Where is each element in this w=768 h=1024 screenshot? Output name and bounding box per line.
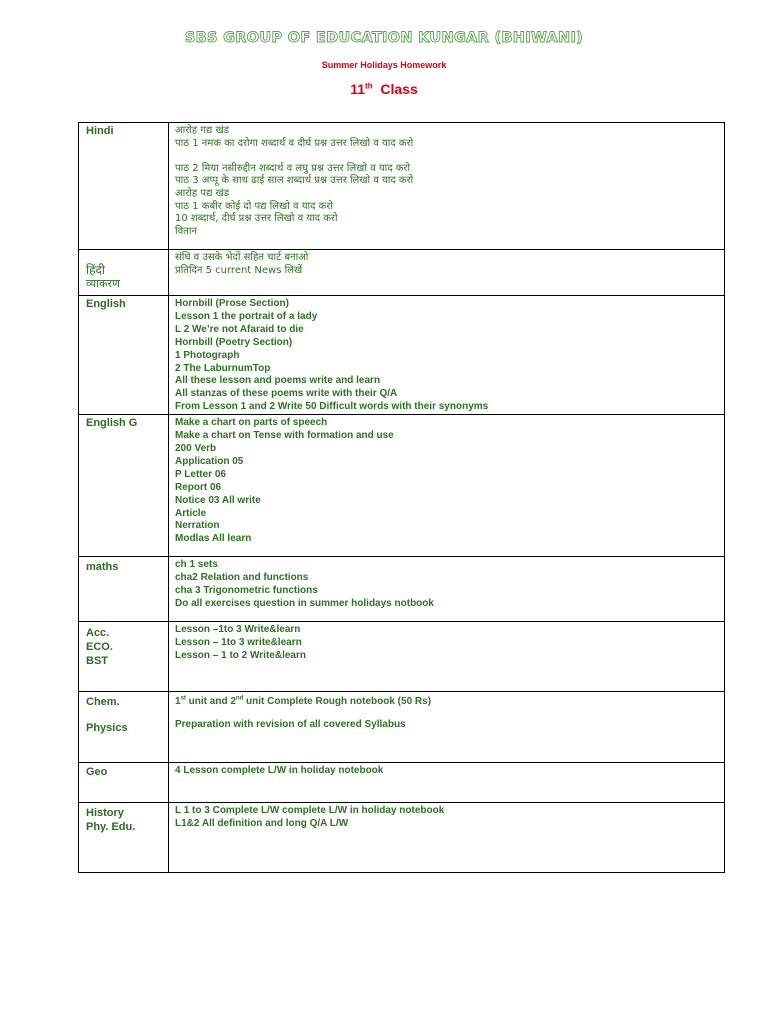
content-cell (169, 250, 725, 296)
list-item: Make a chart on parts of speech (175, 417, 328, 429)
subject-cell (79, 557, 169, 622)
list-item: All these lesson and poems write and learn (175, 375, 381, 387)
content-cell (169, 296, 725, 415)
subject-cell (79, 692, 169, 763)
subject-bst: BST (86, 655, 108, 668)
subject-chem: Chem. (86, 696, 120, 709)
subject-hindi-2: व्याकरण (86, 277, 120, 290)
homework-table (78, 122, 725, 873)
list-item: Hornbill (Prose Section) (175, 298, 289, 309)
list-item: L 1 to 3 Complete L/W complete L/W in holiday notebook (175, 805, 445, 817)
subject-english: English (86, 298, 126, 310)
list-item: Report 06 (175, 481, 222, 493)
content-cell (169, 415, 725, 557)
table-row-commerce (79, 622, 725, 692)
table-row-geo (79, 763, 725, 803)
list-item: Lesson – 1to 3 write&learn (175, 637, 302, 649)
list-item: cha2 Relation and functions (175, 572, 309, 584)
content-cell (169, 763, 725, 803)
subject-phy-edu: Phy. Edu. (86, 821, 136, 834)
list-item: Lesson –1to 3 Write&learn (175, 624, 301, 636)
list-item: Make a chart on Tense with formation and use (175, 430, 394, 442)
class-number: 11 (350, 81, 366, 97)
subject-cell (79, 415, 169, 557)
homework-subtitle: Summer Holidays Homework (321, 60, 447, 70)
list-item: पाठ 1 नमक का दरोगा शब्दार्थ व दीर्घ प्रश्न उत्तर लिखो व याद करो (175, 137, 414, 149)
subject-cell (79, 803, 169, 873)
list-item: 1st unit and 2nd unit Complete Rough notebook (50 Rs) (175, 695, 432, 708)
content-cell (169, 622, 725, 692)
subject-cell (79, 123, 169, 250)
subject-acc: Acc. (86, 627, 110, 640)
content-cell (169, 557, 725, 622)
list-item: 200 Verb (175, 442, 217, 454)
subject-hindi: Hindi (86, 125, 114, 137)
list-item: cha 3 Trigonometric functions (175, 584, 318, 596)
subject-history: History (86, 807, 124, 820)
list-item: Preparation with revision of all covered Syllabus (175, 719, 406, 731)
table-row-hindi-grammar (79, 250, 725, 296)
list-item: Hornbill (Poetry Section) (175, 336, 293, 348)
table-row-hindi (79, 123, 725, 250)
subject-cell (79, 250, 169, 296)
list-item: Application 05 (175, 455, 244, 467)
school-title: SBS GROUP OF EDUCATION KUNGAR (BHIWANI) (184, 30, 584, 46)
list-item: L1&2 All definition and long Q/A L/W (175, 818, 349, 830)
table-row-english (79, 296, 725, 415)
subject-english-g: English G (86, 417, 138, 430)
list-item: पाठ 1 कबीर कोई दो पद्य लिखो व याद करो (175, 200, 333, 212)
list-item: Lesson 1 the portrait of a lady (175, 310, 318, 322)
list-item: प्रतिदिन 5 current News लिखें (175, 264, 303, 276)
list-item: पाठ 2 मिया नसीरुद्दीन शब्दार्थ व लघु प्रश्न उत्तर लिखो व याद करो (175, 162, 411, 174)
list-item: वितान (175, 225, 197, 237)
class-suffix: th (365, 81, 373, 91)
list-item: Modlas All learn (175, 533, 252, 545)
list-item: आरोह गद्य खंड (175, 125, 230, 136)
subject-maths: maths (86, 561, 119, 574)
list-item: Nerration (175, 520, 220, 532)
list-item: Lesson – 1 to 2 Write&learn (175, 649, 306, 661)
list-item: P Letter 06 (175, 468, 226, 480)
subject-hindi-1: हिंदी (86, 263, 105, 277)
list-item: 10 शब्दार्थ, दीर्घ प्रश्न उत्तर लिखो व याद करो (175, 213, 338, 225)
table-row-maths (79, 557, 725, 622)
subject-cell (79, 622, 169, 692)
list-item: आरोह पद्य खंड (175, 187, 230, 199)
subject-cell (79, 763, 169, 803)
subject-physics: Physics (86, 722, 128, 735)
class-heading (0, 81, 768, 97)
list-item: 4 Lesson complete L/W in holiday notebook (175, 765, 384, 777)
table-row-science (79, 692, 725, 763)
class-word: Class (380, 81, 418, 97)
table-row-english-g (79, 415, 725, 557)
list-item: From Lesson 1 and 2 Write 50 Difficult words with their synonyms (175, 401, 489, 413)
subject-eco: ECO. (86, 641, 113, 654)
list-item: 1 Photograph (175, 349, 240, 361)
list-item: Article (175, 507, 207, 519)
list-item: All stanzas of these poems write with their Q/A (175, 388, 398, 400)
content-cell (169, 123, 725, 250)
list-item: L 2 We’re not Afaraid to die (175, 323, 304, 335)
subject-cell (79, 296, 169, 415)
list-item: 2 The LaburnumTop (175, 362, 271, 374)
table-row-history (79, 803, 725, 873)
subject-geo: Geo (86, 766, 108, 779)
list-item: ch 1 sets (175, 559, 218, 571)
list-item: Notice 03 All write (175, 494, 261, 506)
list-item: Do all exercises question in summer holidays notbook (175, 597, 434, 609)
list-item: संधि व उसके भेदों सहित चार्ट बनाओ (175, 252, 309, 263)
content-cell (169, 692, 725, 763)
content-cell (169, 803, 725, 873)
list-item: पाठ 3 अप्पू के साथ ढाई साल शब्दार्थ प्रश्न उत्तर लिखो व याद करो (175, 175, 414, 187)
